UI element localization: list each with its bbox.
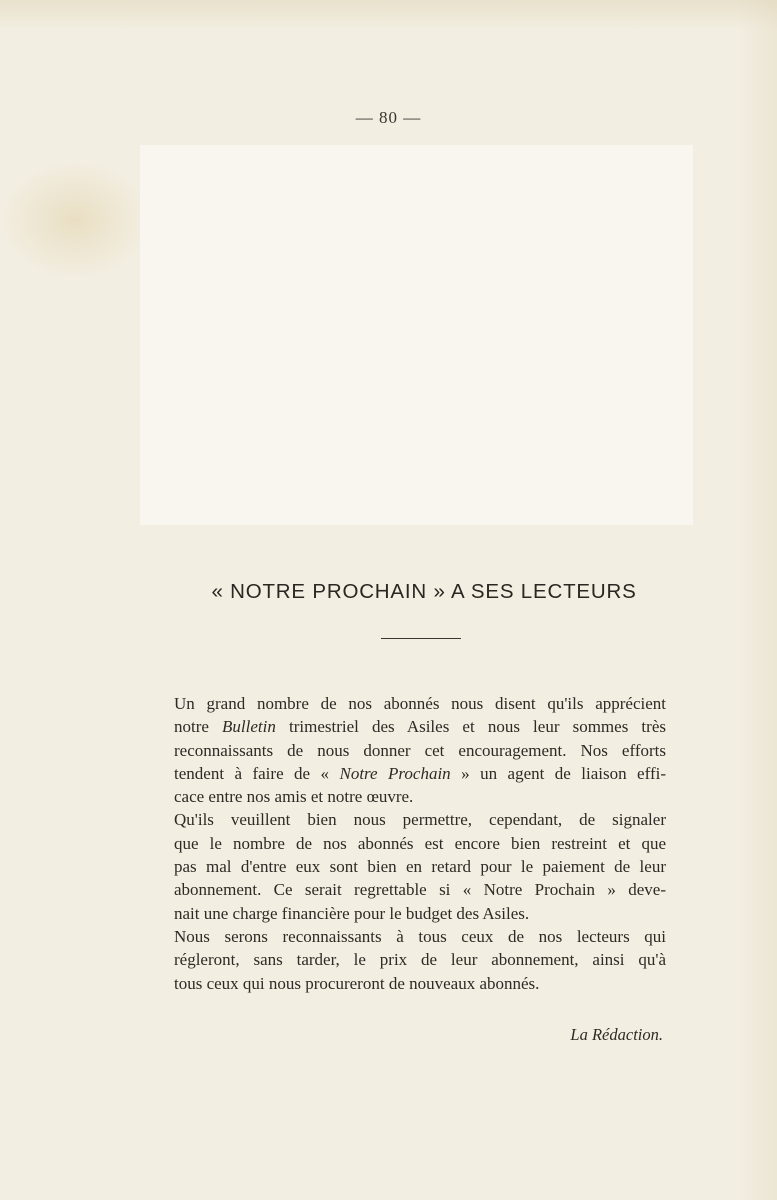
text-line: Qu'ils veuillent bien nous permettre, cependant, de signaler [174, 810, 666, 830]
blank-image-area [140, 145, 693, 525]
text-line: pas mal d'entre eux sont bien en retard pour le paiement de leur [174, 857, 666, 877]
text-line: cace entre nos amis et notre œuvre. [174, 787, 414, 807]
paper-stain-top [0, 0, 777, 30]
page-number: — 80 — [355, 108, 422, 127]
text-line: Nous serons reconnaissants à tous ceux de nos lecteurs qui [174, 926, 666, 946]
article-heading: « NOTRE PROCHAIN » A SES LECTEURS [211, 580, 637, 603]
italic-title: Bulletin [222, 717, 276, 737]
heading-rule [381, 638, 461, 639]
paragraph [174, 808, 666, 924]
text-line: notre Bulletin trimestriel des Asiles et nous leur sommes très [174, 717, 666, 737]
paragraph [174, 692, 666, 808]
text-line: régleront, sans tarder, le prix de leur abonnement, ainsi qu'à [174, 950, 666, 970]
text-line: que le nombre de nos abonnés est encore bien restreint et que [174, 833, 666, 853]
text-line: Un grand nombre de nos abonnés nous disent qu'ils apprécient [174, 694, 666, 713]
text-line: tous ceux qui nous procureront de nouveaux abonnés. [174, 973, 540, 993]
text-line: abonnement. Ce serait regrettable si « Notre Prochain » deve- [174, 880, 666, 900]
paragraph [174, 925, 666, 995]
paper-stain-left [0, 160, 150, 280]
signature: La Rédaction. [570, 1025, 663, 1044]
article-body [174, 692, 666, 995]
paper-stain-right [737, 0, 777, 1200]
italic-title: Notre Prochain [339, 763, 451, 783]
text-line: reconnaissants de nous donner cet encouragement. Nos efforts [174, 740, 666, 760]
text-line: nait une charge financière pour le budget des Asiles. [174, 903, 530, 923]
text-line: tendent à faire de « Notre Prochain » un agent de liaison effi- [174, 763, 667, 783]
